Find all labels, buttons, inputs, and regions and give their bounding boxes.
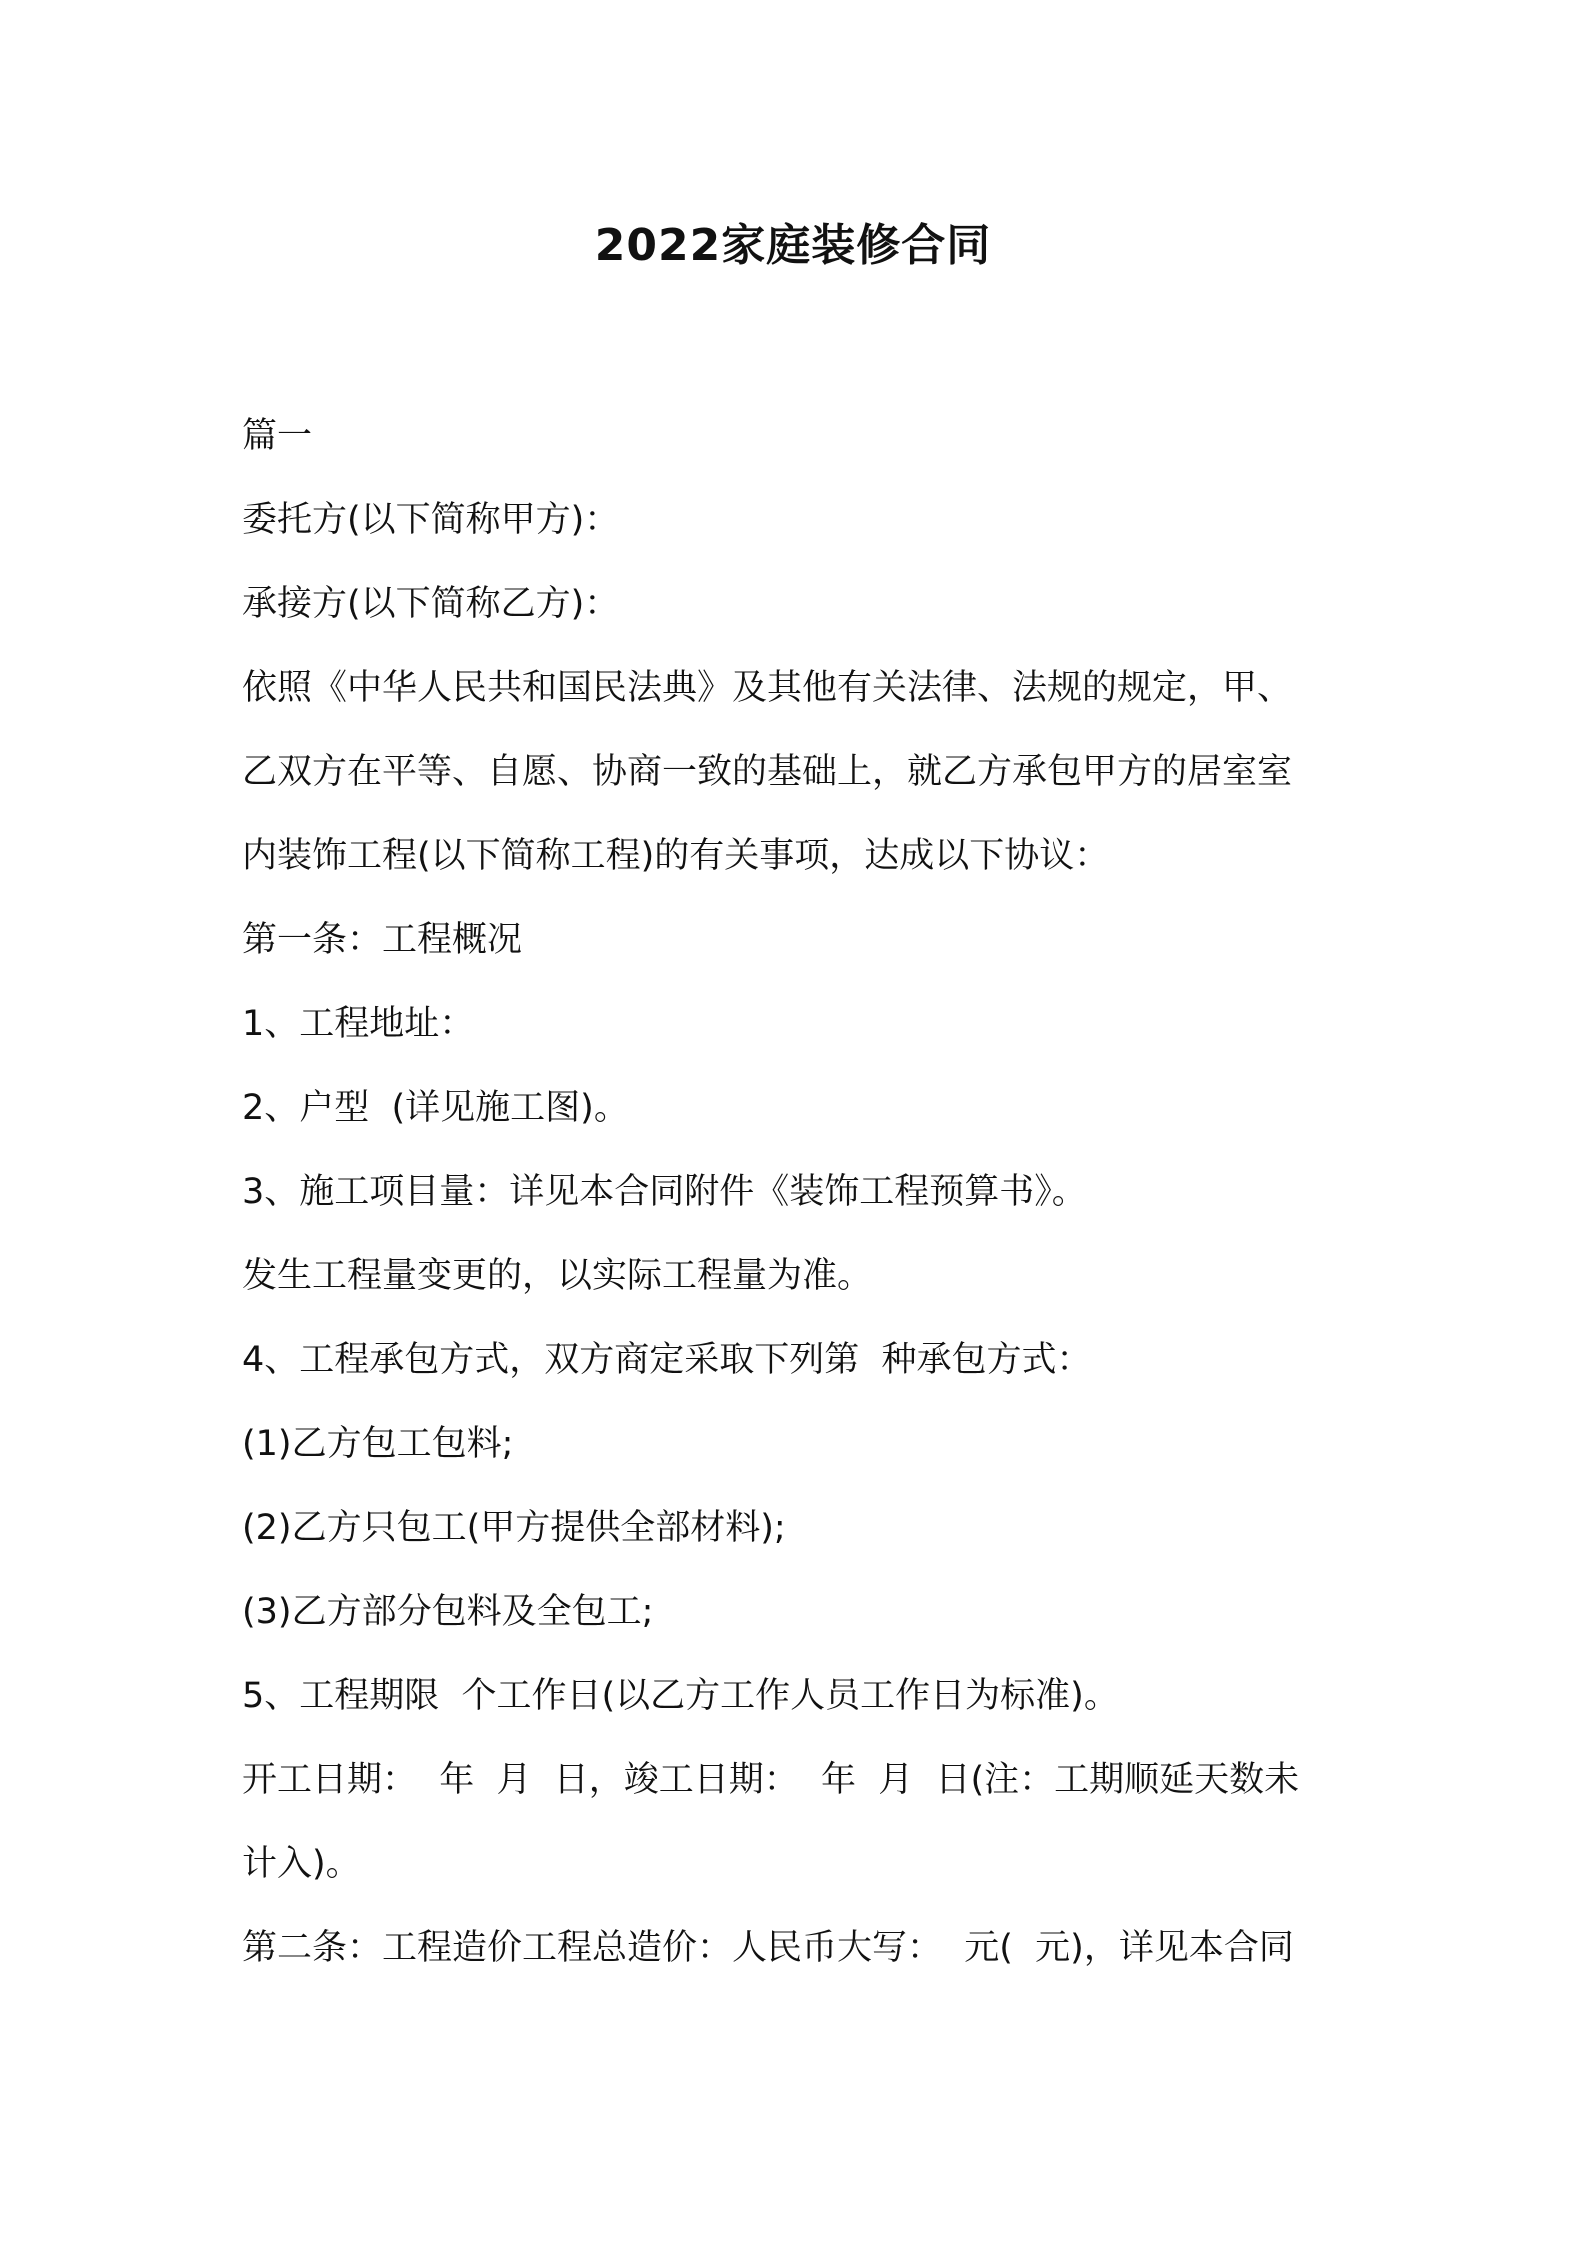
article-1-heading: 第一条：工程概况 [242, 920, 523, 960]
clause-3-quantity: 3、施工项目量：详见本合同附件《装饰工程预算书》。 [242, 1172, 1087, 1212]
option-3: (3)乙方部分包料及全包工; [242, 1592, 654, 1632]
preamble-line-1: 依照《中华人民共和国民法典》及其他有关法律、法规的规定，甲、 [242, 668, 1293, 708]
clause-5-duration: 5、工程期限 个工作日(以乙方工作人员工作日为标准)。 [242, 1676, 1119, 1716]
option-1: (1)乙方包工包料; [242, 1424, 514, 1464]
party-a-line: 委托方(以下简称甲方)： [242, 500, 620, 540]
preamble-line-2: 乙双方在平等、自愿、协商一致的基础上，就乙方承包甲方的居室室 [242, 752, 1293, 792]
preamble-line-3: 内装饰工程(以下简称工程)的有关事项，达成以下协议： [242, 836, 1110, 876]
clause-1-address: 1、工程地址： [242, 1004, 475, 1044]
article-2-price: 第二条：工程造价工程总造价：人民币大写： 元( 元)，详见本合同 [242, 1928, 1294, 1968]
section-heading: 篇一 [242, 416, 313, 456]
document-title: 2022家庭装修合同 [594, 220, 992, 271]
clause-3-note: 发生工程量变更的，以实际工程量为准。 [242, 1256, 873, 1296]
schedule-dates-line-2: 计入)。 [242, 1844, 361, 1884]
clause-4-contract-mode: 4、工程承包方式，双方商定采取下列第 种承包方式： [242, 1340, 1092, 1380]
schedule-dates-line-1: 开工日期： 年 月 日，竣工日期： 年 月 日(注：工期顺延天数未 [242, 1760, 1300, 1800]
clause-2-layout: 2、户型 (详见施工图)。 [242, 1088, 629, 1128]
option-2: (2)乙方只包工(甲方提供全部材料); [242, 1508, 786, 1548]
party-b-line: 承接方(以下简称乙方)： [242, 584, 620, 624]
